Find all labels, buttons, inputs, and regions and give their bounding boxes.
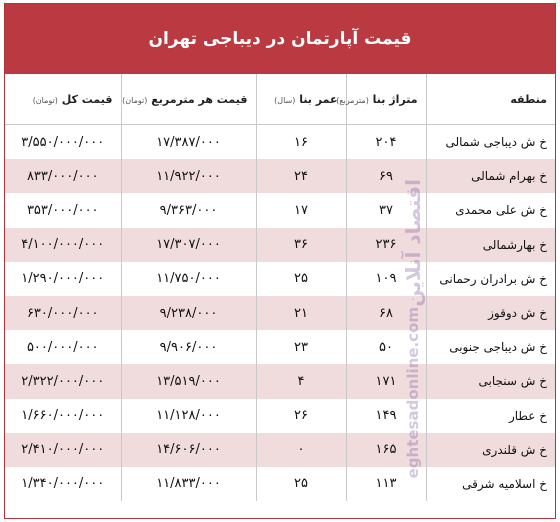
cell-age: ۲۵	[256, 467, 346, 501]
cell-region: خ عطار	[426, 399, 555, 433]
cell-price-per-sqm: ۱۱/۸۳۳/۰۰۰	[121, 467, 256, 501]
cell-region: خ ش دوقوز	[426, 296, 555, 330]
cell-total-price: ۱/۲۹۰/۰۰۰/۰۰۰	[5, 262, 121, 296]
cell-total-price: ۳۵۳/۰۰۰/۰۰۰	[5, 193, 121, 227]
col-header-age: عمر بنا (سال)	[256, 74, 346, 125]
age-unit: (سال)	[274, 95, 296, 105]
cell-region: خ ش قلندری	[426, 433, 555, 467]
cell-total-price: ۱/۳۴۰/۰۰۰/۰۰۰	[5, 467, 121, 501]
cell-total-price: ۱/۶۶۰/۰۰۰/۰۰۰	[5, 399, 121, 433]
cell-region: خ ش علی محمدی	[426, 193, 555, 227]
cell-total-price: ۲/۴۱۰/۰۰۰/۰۰۰	[5, 433, 121, 467]
cell-age: ۱۷	[256, 193, 346, 227]
price-table-card	[4, 3, 556, 519]
table-row	[5, 399, 555, 433]
total-unit: (تومان)	[32, 95, 58, 105]
col-header-total: قیمت کل (تومان)	[5, 74, 121, 125]
cell-age: ۱۶	[256, 125, 346, 160]
table-row	[5, 193, 555, 227]
cell-region: خ ش دیباجی جنوبی	[426, 330, 555, 364]
cell-total-price: ۵۰۰/۰۰۰/۰۰۰	[5, 330, 121, 364]
watermark-text: اقتصاد آنلاین	[401, 179, 425, 307]
cell-area: ۲۳۶	[346, 228, 426, 262]
cell-area: ۶۹	[346, 159, 426, 193]
table-row	[5, 330, 555, 364]
cell-area: ۱۷۱	[346, 364, 426, 398]
cell-price-per-sqm: ۹/۳۶۳/۰۰۰	[121, 193, 256, 227]
cell-area: ۲۰۴	[346, 125, 426, 160]
header-row	[5, 74, 555, 125]
cell-area: ۶۸	[346, 296, 426, 330]
cell-price-per-sqm: ۹/۲۳۸/۰۰۰	[121, 296, 256, 330]
cell-age: ۳۶	[256, 228, 346, 262]
cell-price-per-sqm: ۱۷/۳۰۷/۰۰۰	[121, 228, 256, 262]
cell-region: خ ش دیباجی شمالی	[426, 125, 555, 160]
cell-price-per-sqm: ۱۱/۷۵۰/۰۰۰	[121, 262, 256, 296]
cell-region: خ اسلامیه شرقی	[426, 467, 555, 501]
cell-age: ۲۱	[256, 296, 346, 330]
table-row	[5, 296, 555, 330]
cell-total-price: ۶۳۰/۰۰۰/۰۰۰	[5, 296, 121, 330]
area-unit: (مترمربع)	[336, 95, 369, 105]
cell-price-per-sqm: ۱۴/۶۰۶/۰۰۰	[121, 433, 256, 467]
table-row	[5, 159, 555, 193]
cell-region: خ ش سنجابی	[426, 364, 555, 398]
table-row	[5, 433, 555, 467]
table-title: قیمت آپارتمان در دیباجی تهران	[5, 4, 555, 74]
col-header-ppsm: قیمت هر مترمربع (تومان)	[121, 74, 256, 125]
cell-price-per-sqm: ۱۷/۳۸۷/۰۰۰	[121, 125, 256, 160]
cell-price-per-sqm: ۱۳/۵۱۹/۰۰۰	[121, 364, 256, 398]
cell-region: خ ش برادران رحمانی	[426, 262, 555, 296]
table-row	[5, 467, 555, 501]
cell-price-per-sqm: ۱۱/۹۲۲/۰۰۰	[121, 159, 256, 193]
cell-area: ۱۱۳	[346, 467, 426, 501]
table-row	[5, 262, 555, 296]
cell-total-price: ۴/۱۰۰/۰۰۰/۰۰۰	[5, 228, 121, 262]
cell-area: ۱۴۹	[346, 399, 426, 433]
watermark-url: eghtesadonline.com	[404, 306, 422, 478]
cell-total-price: ۲/۳۲۲/۰۰۰/۰۰۰	[5, 364, 121, 398]
ppsm-unit: (تومان)	[122, 95, 148, 105]
cell-area: ۱۰۹	[346, 262, 426, 296]
cell-region: خ بهارشمالی	[426, 228, 555, 262]
col-header-region: منطقه	[426, 74, 555, 125]
price-table	[5, 74, 555, 501]
cell-region: خ بهرام شمالی	[426, 159, 555, 193]
cell-total-price: ۸۳۳/۰۰۰/۰۰۰	[5, 159, 121, 193]
cell-area: ۵۰	[346, 330, 426, 364]
cell-price-per-sqm: ۹/۹۰۶/۰۰۰	[121, 330, 256, 364]
cell-age: ۲۶	[256, 399, 346, 433]
table-row	[5, 125, 555, 160]
cell-price-per-sqm: ۱۱/۱۲۸/۰۰۰	[121, 399, 256, 433]
cell-area: ۱۶۵	[346, 433, 426, 467]
table-row	[5, 228, 555, 262]
col-header-area: متراژ بنا (مترمربع)	[346, 74, 426, 125]
cell-age: ۰	[256, 433, 346, 467]
cell-age: ۲۴	[256, 159, 346, 193]
cell-age: ۲۵	[256, 262, 346, 296]
table-row	[5, 364, 555, 398]
cell-age: ۲۳	[256, 330, 346, 364]
cell-total-price: ۳/۵۵۰/۰۰۰/۰۰۰	[5, 125, 121, 160]
cell-area: ۳۷	[346, 193, 426, 227]
cell-age: ۴	[256, 364, 346, 398]
